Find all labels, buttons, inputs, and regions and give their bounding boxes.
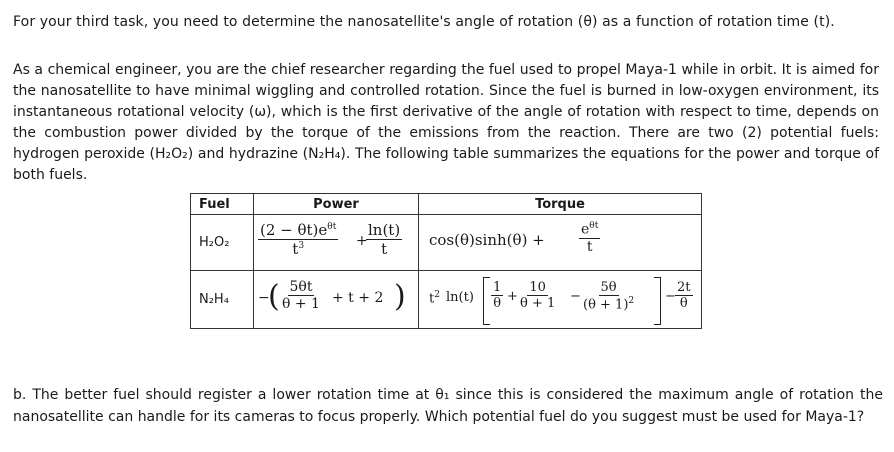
torque-n2h4-rbracket: [654, 277, 661, 325]
power-h2o2-num1: (2 − θt)e: [260, 221, 328, 239]
torque-n2h4-d2: θ + 1: [520, 296, 556, 311]
torque-n2h4-minus2: −: [665, 289, 676, 304]
torque-n2h4-plus: +: [507, 289, 518, 304]
power-n2h4-neg: −: [258, 290, 270, 306]
equations-table: [190, 193, 702, 329]
fuel-h2o2: H₂O₂: [191, 215, 254, 271]
table-row: [191, 215, 702, 271]
power-h2o2-den1exp: 3: [298, 241, 305, 251]
power-h2o2-term2: [366, 221, 402, 258]
power-h2o2: [254, 215, 419, 271]
torque-h2o2-main: cos(θ)sinh(θ) +: [429, 231, 545, 249]
torque-h2o2-frac: [579, 221, 600, 255]
header-power: Power: [254, 194, 419, 215]
power-h2o2-plus: +: [356, 233, 368, 249]
torque-n2h4-ln: ln(t): [446, 290, 474, 305]
torque-n2h4-n4: 2t: [677, 280, 691, 295]
table-header-row: [191, 194, 702, 215]
torque-h2o2-num: e: [581, 221, 590, 238]
torque-n2h4-texp: 2: [434, 290, 440, 300]
power-n2h4-frac: [280, 279, 322, 312]
power-n2h4-rest: + t + 2: [332, 290, 384, 306]
fuel-n2h4: N₂H₄: [191, 271, 254, 329]
torque-n2h4-n3: 5θ: [600, 280, 617, 295]
torque-h2o2-numexp: θt: [589, 221, 599, 231]
power-n2h4-num: 5θt: [289, 279, 313, 295]
power-n2h4-rparen: ): [394, 279, 406, 314]
torque-n2h4-frac1: [491, 280, 503, 311]
torque-n2h4-n1: 1: [493, 280, 502, 295]
task-intro: For your third task, you need to determine the nanosatellite's angle of rotation (θ) as a function of rotation time (t).: [13, 14, 835, 30]
torque-n2h4-d3exp: 2: [628, 296, 635, 306]
power-h2o2-exp1: θt: [327, 222, 337, 232]
power-n2h4-lparen: (: [268, 279, 280, 314]
torque-h2o2-den: t: [586, 238, 593, 255]
torque-n2h4-lbracket: [483, 277, 490, 325]
torque-n2h4-d1: θ: [493, 296, 502, 311]
power-h2o2-den1: t: [292, 240, 299, 258]
torque-n2h4-n2: 10: [529, 280, 546, 295]
header-torque: Torque: [419, 194, 702, 215]
torque-n2h4-d3: (θ + 1): [583, 297, 629, 313]
torque-n2h4-frac4: [675, 280, 693, 311]
header-fuel: Fuel: [191, 194, 254, 215]
task-paragraph: As a chemical engineer, you are the chief researcher regarding the fuel used to propel Maya-1 while in orbit. It is aimed for the nanosatellite to have minimal wiggling and controlled rotation. Since the fuel is burned in low-oxygen environment, its instantaneous rotational velocity (ω), which is the first derivative of the angle of rotation with respect to time, depends on the combustion power divided by the torque of the emissions from the reaction. There are two (2) potential fuels: hydrogen peroxide (H₂O₂) and hydrazine (N₂H₄). The following table summarizes the equations for the power and torque of both fuels.: [13, 62, 879, 183]
power-n2h4: [254, 271, 419, 329]
torque-n2h4-frac2: [518, 280, 557, 311]
torque-n2h4-pre: [429, 290, 440, 306]
torque-h2o2: [419, 215, 702, 271]
torque-n2h4-d4: θ: [679, 296, 688, 311]
torque-n2h4-t: t: [429, 291, 435, 307]
power-h2o2-term1: [258, 221, 338, 258]
power-n2h4-den: θ + 1: [282, 296, 320, 312]
torque-n2h4-minus: −: [570, 289, 581, 304]
power-h2o2-den2: t: [381, 240, 388, 258]
power-h2o2-num2: ln(t): [368, 221, 401, 239]
table-row: [191, 271, 702, 329]
torque-n2h4: [419, 271, 702, 329]
torque-n2h4-frac3: [581, 280, 636, 312]
question-b: b. The better fuel should register a lower rotation time at θ₁ since this is considered the maximum angle of rotation the nanosatellite can handle for its cameras to focus properly. Which potential fuel do you suggest must be used for Maya-1?: [13, 387, 883, 425]
